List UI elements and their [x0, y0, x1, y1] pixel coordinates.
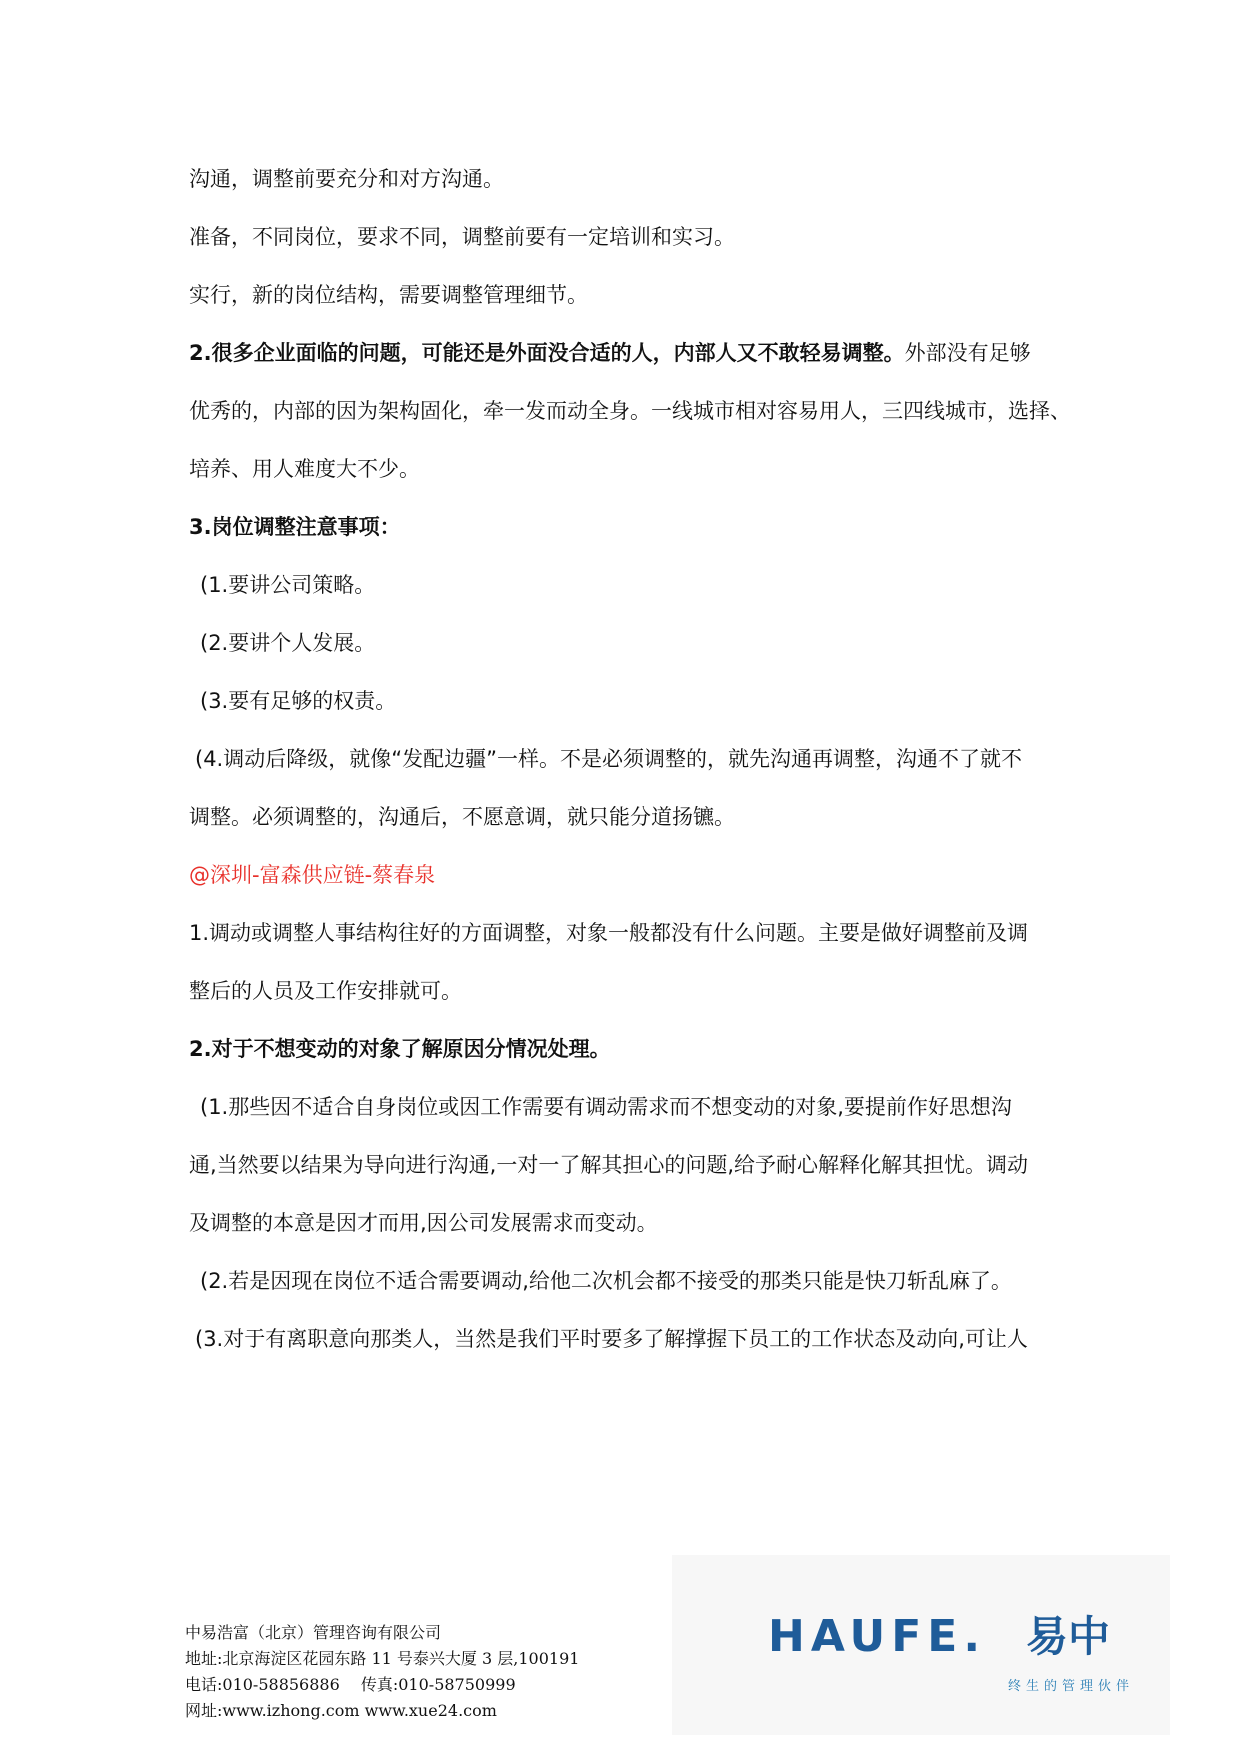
- list-item: (1.要讲公司策略。: [200, 573, 376, 597]
- paragraph-line: 准备，不同岗位，要求不同，调整前要有一定培训和实习。: [189, 225, 735, 249]
- logo-chinese: 易中: [1026, 1612, 1111, 1661]
- company-address: 地址:北京海淀区花园东路 11 号泰兴大厦 3 层,100191: [185, 1649, 580, 1668]
- list-item: (1.那些因不适合自身岗位或因工作需要有调动需求而不想变动的对象,要提前作好思想沟: [200, 1095, 1012, 1119]
- bold-heading: 2.很多企业面临的问题，可能还是外面没合适的人，内部人又不敢轻易调整。: [189, 341, 905, 365]
- paragraph-text: 外部没有足够: [904, 341, 1031, 365]
- company-website: 网址:www.izhong.com www.xue24.com: [185, 1701, 497, 1720]
- logo-tagline: 终生的管理伙伴: [1008, 1679, 1135, 1694]
- section-heading: 2.对于不想变动的对象了解原因分情况处理。: [189, 1037, 611, 1061]
- list-item: (2.若是因现在岗位不适合需要调动,给他二次机会都不接受的那类只能是快刀斩乱麻了。: [200, 1269, 1012, 1293]
- paragraph-line: 优秀的，内部的因为架构固化，牵一发而动全身。一线城市相对容易用人，三四线城市，选择、: [189, 399, 1071, 423]
- paragraph-line: 通,当然要以结果为导向进行沟通,一对一了解其担心的问题,给予耐心解释化解其担忧。调动: [189, 1153, 1029, 1177]
- list-item: (3.要有足够的权责。: [200, 689, 397, 713]
- paragraph-line: [189, 339, 1031, 367]
- paragraph-line: 实行，新的岗位结构，需要调整管理细节。: [189, 283, 588, 307]
- list-item: (2.要讲个人发展。: [200, 631, 376, 655]
- paragraph-line: 沟通，调整前要充分和对方沟通。: [189, 167, 504, 191]
- paragraph-line: 调整。必须调整的，沟通后，不愿意调，就只能分道扬镳。: [189, 805, 735, 829]
- list-item: (3.对于有离职意向那类人，当然是我们平时要多了解撑握下员工的工作状态及动向,可让人: [195, 1327, 1028, 1351]
- footer-logo-panel: [672, 1555, 1170, 1735]
- footer-contact: [185, 1620, 705, 1730]
- author-mention: @深圳-富森供应链-蔡春泉: [189, 863, 436, 887]
- company-name: 中易浩富（北京）管理咨询有限公司: [185, 1623, 442, 1642]
- company-phone: 电话:010-58856886 传真:010-58750999: [185, 1675, 516, 1694]
- paragraph-line: 1.调动或调整人事结构往好的方面调整，对象一般都没有什么问题。主要是做好调整前及调: [189, 921, 1029, 945]
- paragraph-line: 整后的人员及工作安排就可。: [189, 979, 462, 1003]
- list-item: (4.调动后降级，就像“发配边疆”一样。不是必须调整的，就先沟通再调整，沟通不了就不: [195, 747, 1022, 771]
- logo-wordmark: HAUFE.: [768, 1611, 987, 1662]
- section-heading: 3.岗位调整注意事项：: [189, 515, 401, 539]
- paragraph-line: 培养、用人难度大不少。: [189, 457, 420, 481]
- haufe-logo: [768, 1607, 1168, 1667]
- paragraph-line: 及调整的本意是因才而用,因公司发展需求而变动。: [189, 1211, 658, 1235]
